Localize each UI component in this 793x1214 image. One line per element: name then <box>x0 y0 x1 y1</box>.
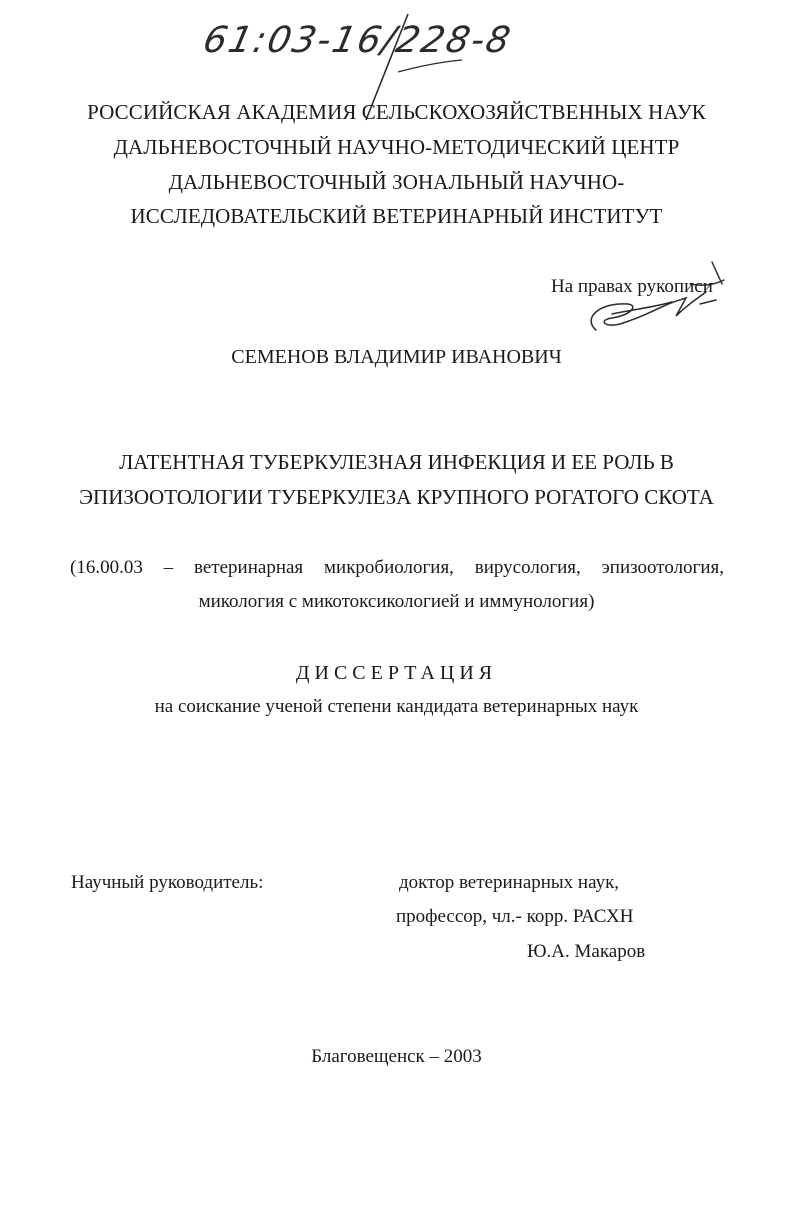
supervisor-label: Научный руководитель: <box>71 872 264 893</box>
supervisor-degree: доктор ветеринарных наук, <box>399 872 620 893</box>
specialty-line-2: микология с микотоксикологией и иммунология) <box>198 591 595 612</box>
author-name: СЕМЕНОВ ВЛАДИМИР ИВАНОВИЧ <box>231 346 562 368</box>
manuscript-rights: На правах рукописи <box>551 276 713 297</box>
degree-line: на соискание ученой степени кандидата ветеринарных наук <box>154 696 639 717</box>
supervisor-title: профессор, чл.- корр. РАСХН <box>396 906 634 927</box>
supervisor-name: Ю.А. Макаров <box>527 941 646 962</box>
institution-line-1: РОССИЙСКАЯ АКАДЕМИЯ СЕЛЬСКОХОЗЯЙСТВЕННЫХ НАУК <box>87 100 706 124</box>
institution-line-2: ДАЛЬНЕВОСТОЧНЫЙ НАУЧНО-МЕТОДИЧЕСКИЙ ЦЕНТР <box>113 135 680 159</box>
archive-number: 61:03-16/228-8 <box>199 20 516 61</box>
institution-line-3: ДАЛЬНЕВОСТОЧНЫЙ ЗОНАЛЬНЫЙ НАУЧНО- <box>168 170 625 194</box>
institution-line-4: ИССЛЕДОВАТЕЛЬСКИЙ ВЕТЕРИНАРНЫЙ ИНСТИТУТ <box>130 204 663 228</box>
place-year: Благовещенск – 2003 <box>311 1046 482 1067</box>
title-line-2: ЭПИЗООТОЛОГИИ ТУБЕРКУЛЕЗА КРУПНОГО РОГАТОГО СКОТА <box>79 485 714 509</box>
archive-underline-stroke <box>398 60 462 72</box>
title-line-1: ЛАТЕНТНАЯ ТУБЕРКУЛЕЗНАЯ ИНФЕКЦИЯ И ЕЕ РОЛЬ В <box>119 450 674 474</box>
document-type: ДИССЕРТАЦИЯ <box>295 662 498 684</box>
specialty-line-1: (16.00.03 – ветеринарная микробиология, вирусология, эпизоотология, <box>70 557 724 578</box>
